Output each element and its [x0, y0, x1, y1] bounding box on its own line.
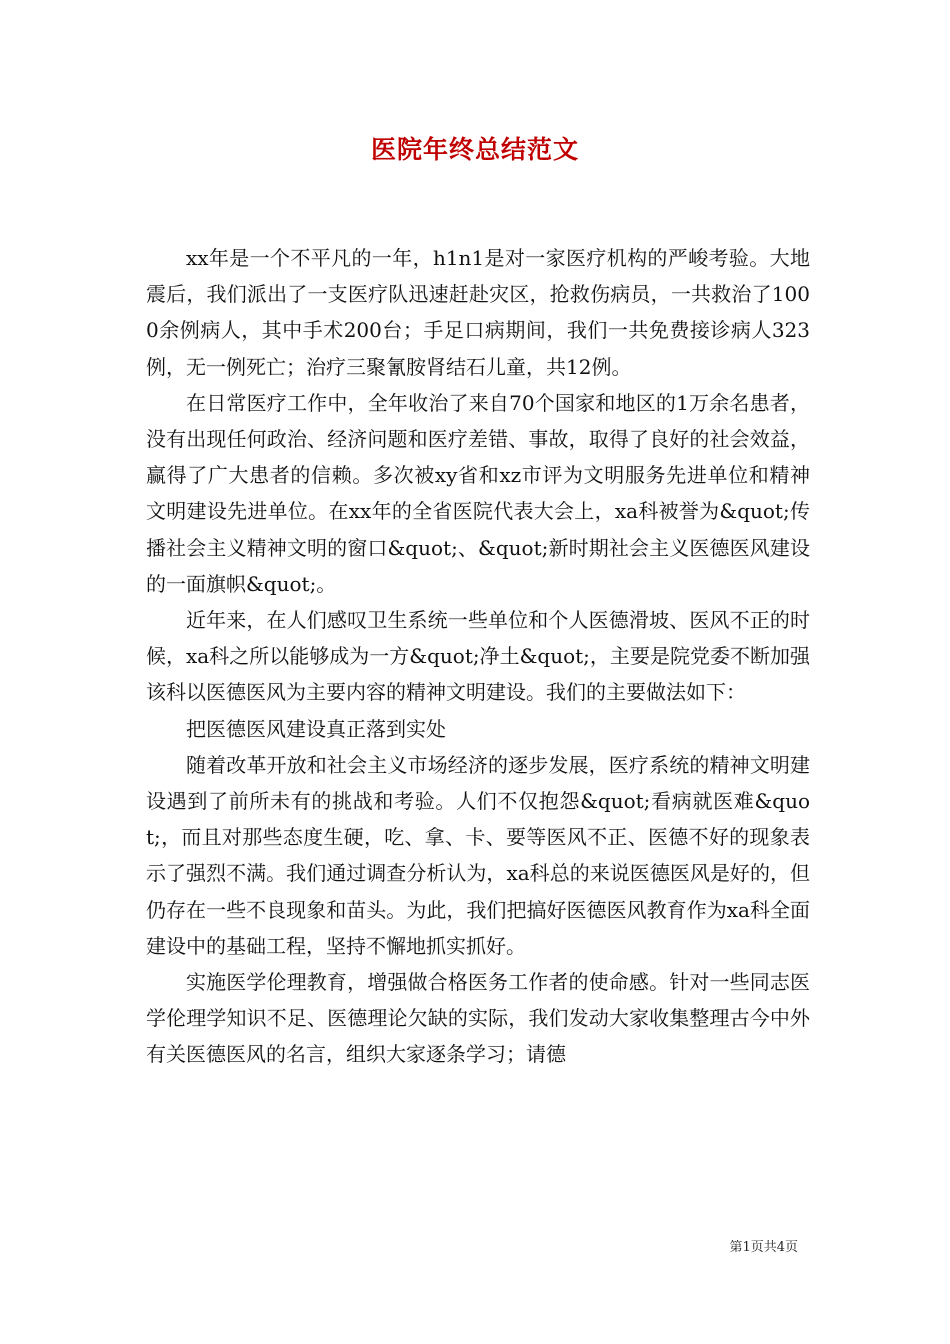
paragraph: 随着改革开放和社会主义市场经济的逐步发展，医疗系统的精神文明建设遇到了前所未有的挑战和考验。人们不仅抱怨&quot;看病就医难&quot;，而且对那些态度生硬，吃、拿、卡、要等医风不正、医德不好的现象表示了强烈不满。我们通过调查分析认为，xa科总的来说医德医风是好的，但仍存在一些不良现象和苗头。为此，我们把搞好医德医风教育作为xa科全面建设中的基础工程，坚持不懈地抓实抓好。	[146, 752, 810, 958]
paragraph: 实施医学伦理教育，增强做合格医务工作者的使命感。针对一些同志医学伦理学知识不足、医德理论欠缺的实际，我们发动大家收集整理古今中外有关医德医风的名言，组织大家逐条学习；请德	[146, 970, 810, 1067]
paragraph: 近年来，在人们感叹卫生系统一些单位和个人医德滑坡、医风不正的时候，xa科之所以能够成为一方&quot;净土&quot;，主要是院党委不断加强该科以医德医风为主要内容的精神文明建设。我们的主要做法如下：	[146, 608, 810, 705]
section-heading: 把医德医风建设真正落到实处	[186, 716, 446, 741]
paragraph: xx年是一个不平凡的一年，h1n1是对一家医疗机构的严峻考验。大地震后，我们派出了一支医疗队迅速赶赴灾区，抢救伤病员，一共救治了1000余例病人，其中手术200台；手足口病期间，我们一共免费接诊病人323例，无一例死亡；治疗三聚氰胺肾结石儿童，共12例。	[146, 246, 810, 379]
page-number-footer: 第1页共4页	[729, 1240, 798, 1255]
document-body	[146, 240, 810, 1073]
paragraph: 在日常医疗工作中，全年收治了来自70个国家和地区的1万余名患者，没有出现任何政治、经济问题和医疗差错、事故，取得了良好的社会效益，赢得了广大患者的信赖。多次被xy省和xz市评为文明服务先进单位和精神文明建设先进单位。在xx年的全省医院代表大会上，xa科被誉为&quot;传播社会主义精神文明的窗口&quot;、&quot;新时期社会主义医德医风建设的一面旗帜&quot;。	[146, 390, 810, 596]
document-title: 医院年终总结范文	[370, 135, 579, 164]
